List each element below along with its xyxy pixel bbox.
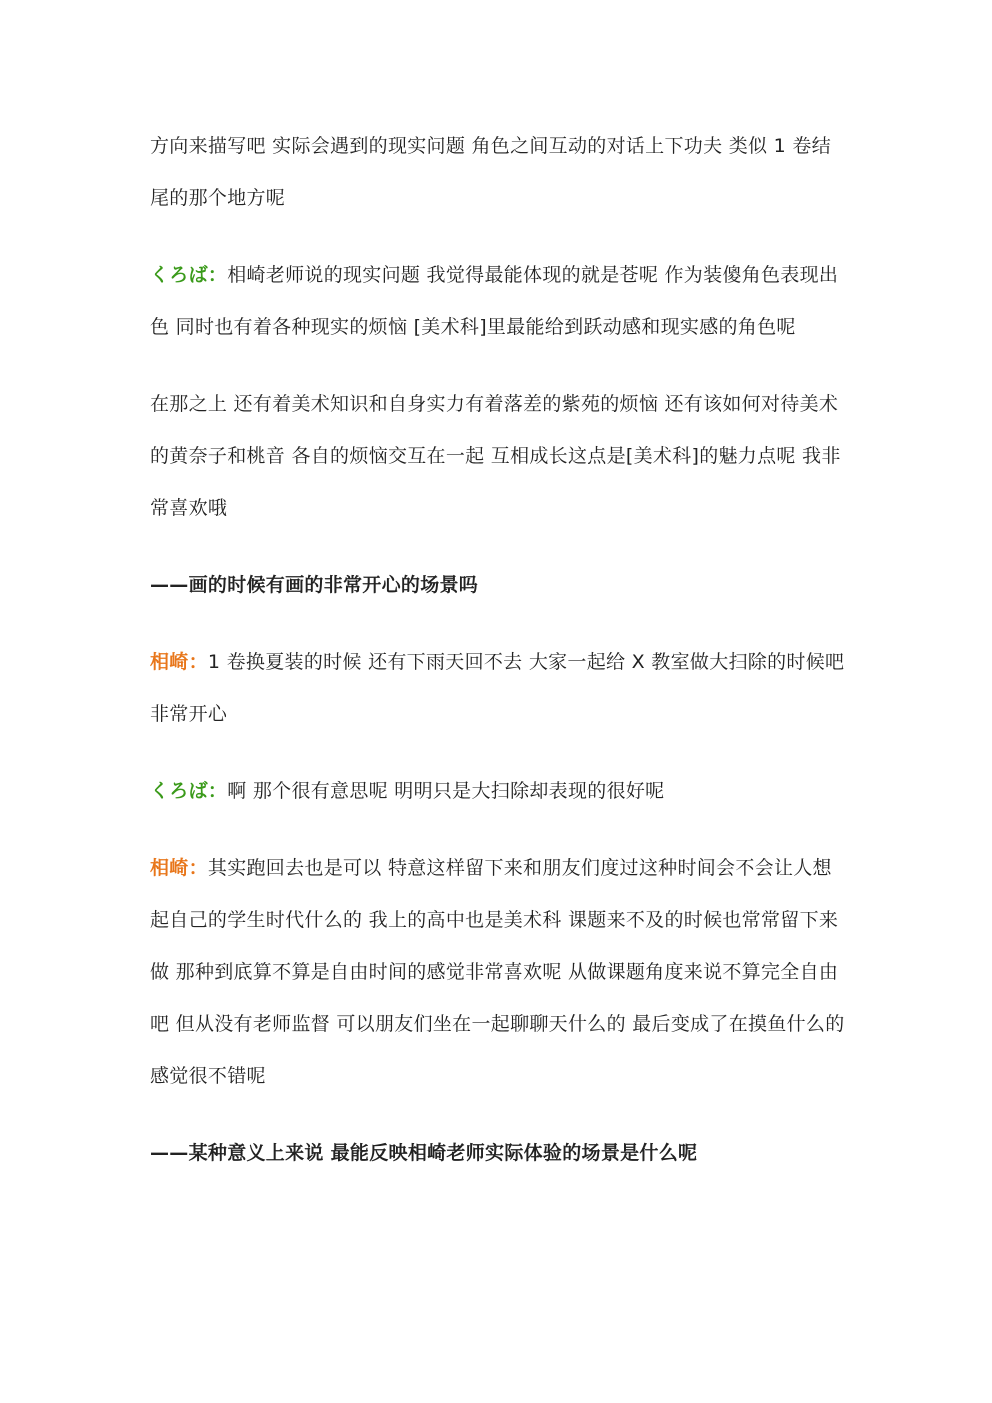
dialogue-kuroba bbox=[150, 765, 850, 817]
speaker-label-kuroba: くろば： bbox=[150, 264, 228, 286]
dialogue-aizaki bbox=[150, 636, 850, 740]
dialogue-kuroba bbox=[150, 249, 850, 353]
paragraph-text: 在那之上 还有着美术知识和自身实力有着落差的紫苑的烦恼 还有该如何对待美术的黄奈子和桃音 各自的烦恼交互在一起 互相成长这点是[美术科]的魅力点呢 我非常喜欢哦 bbox=[150, 393, 841, 519]
paragraph-text: 方向来描写吧 实际会遇到的现实问题 角色之间互动的对话上下功夫 类似 1 卷结尾的那个地方呢 bbox=[150, 135, 831, 209]
paragraph bbox=[150, 120, 850, 224]
speaker-label-aizaki: 相崎： bbox=[150, 857, 208, 879]
question-text: ——画的时候有画的非常开心的场景吗 bbox=[150, 574, 479, 596]
dialogue-text: 相崎老师说的现实问题 我觉得最能体现的就是苍呢 作为装傻角色表现出色 同时也有着各种现实的烦恼 [美术科]里最能给到跃动感和现实感的角色呢 bbox=[150, 264, 839, 338]
dialogue-aizaki bbox=[150, 842, 850, 1102]
article-body bbox=[150, 120, 850, 1204]
paragraph bbox=[150, 378, 850, 534]
dialogue-text: 其实跑回去也是可以 特意这样留下来和朋友们度过这种时间会不会让人想起自己的学生时代什么的 我上的高中也是美术科 课题来不及的时候也常常留下来做 那种到底算不算是自由时间的感觉非常喜欢呢 从做课题角度来说不算完全自由吧 但从没有老师监督 可以朋友们坐在一起聊聊天什么的 最后变成了在摸鱼什么的 感觉很不错呢 bbox=[150, 857, 845, 1087]
speaker-label-aizaki: 相崎： bbox=[150, 651, 208, 673]
dialogue-text: 1 卷换夏装的时候 还有下雨天回不去 大家一起给 X 教室做大扫除的时候吧 非常开心 bbox=[150, 651, 845, 725]
interview-question bbox=[150, 1127, 850, 1179]
speaker-label-kuroba: くろば： bbox=[150, 780, 228, 802]
interview-question bbox=[150, 559, 850, 611]
question-text: ——某种意义上来说 最能反映相崎老师实际体验的场景是什么呢 bbox=[150, 1142, 698, 1164]
dialogue-text: 啊 那个很有意思呢 明明只是大扫除却表现的很好呢 bbox=[227, 780, 665, 802]
